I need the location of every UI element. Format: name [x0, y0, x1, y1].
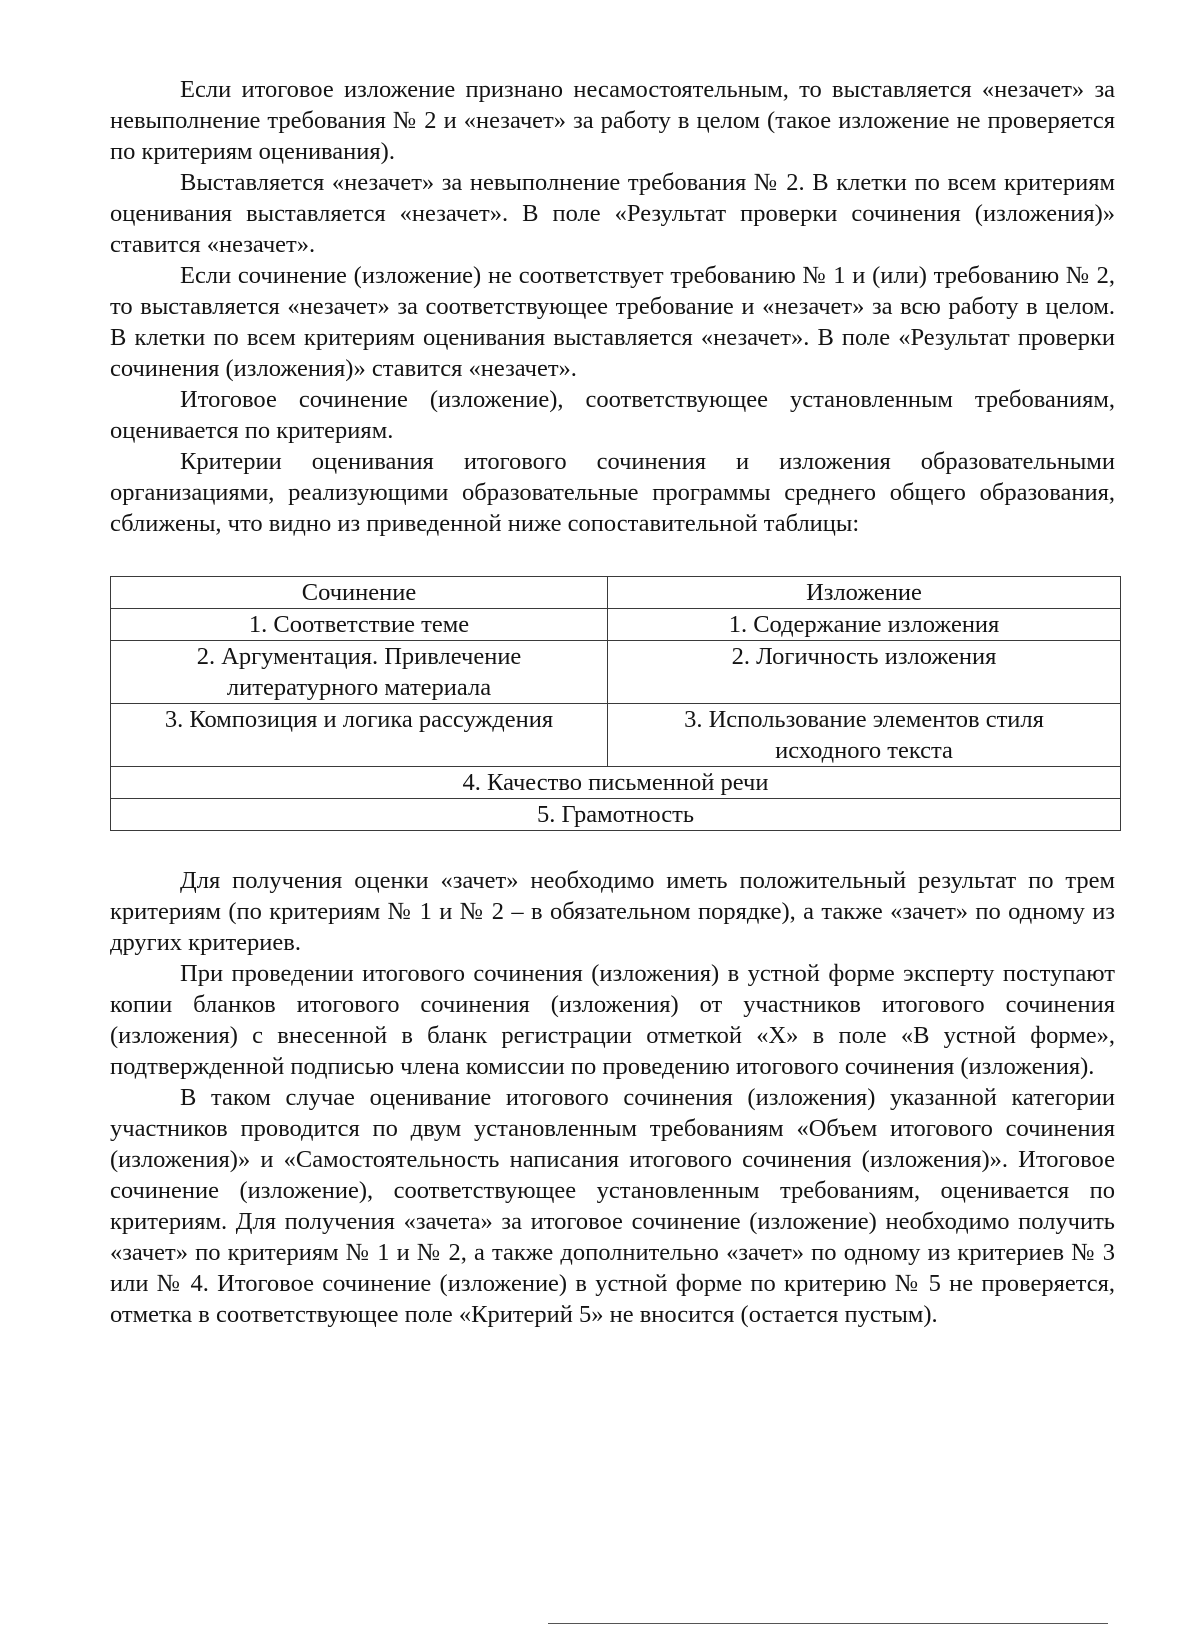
essay-criterion-2: 2. Аргументация. Привлечение литературного материала: [111, 641, 608, 704]
criteria-table-wrapper: [110, 576, 1115, 831]
table-header-row: [111, 577, 1121, 609]
summary-criterion-2: 2. Логичность изложения: [608, 641, 1121, 704]
paragraph-pass-conditions: Для получения оценки «зачет» необходимо иметь положительный результат по трем критериям (по критериям № 1 и № 2 – в обязательном порядке), а также «зачет» по одному из других критериев.: [110, 867, 1115, 956]
paragraph-oral-form-assessment: В таком случае оценивание итогового сочинения (изложения) указанной категории участников проводится по двум установленным требованиям «Объем итогового сочинения (изложения)» и «Самостоятельность написания итогового сочинения (изложения)». Итоговое сочинение (изложение), соответствующее установленным требованиям, оценивается по критериям. Для получения «зачета» за итоговое сочинение (изложение) необходимо получить «зачет» по критериям № 1 и № 2, а также дополнительно «зачет» по одному из критериев № 3 или № 4. Итоговое сочинение (изложение) в устной форме по критерию № 5 не проверяется, отметка в соответствующее поле «Критерий 5» не вносится (остается пустым).: [110, 1084, 1115, 1328]
essay-criterion-1: 1. Соответствие теме: [111, 609, 608, 641]
summary-criterion-3: 3. Использование элементов стиля исходного текста: [608, 704, 1121, 767]
paragraph-fail-requirements-1-2: Если сочинение (изложение) не соответствует требованию № 1 и (или) требованию № 2, то выставляется «незачет» за соответствующее требование и «незачет» за всю работу в целом. В клетки по всем критериям оценивания выставляется «незачет». В поле «Результат проверки сочинения (изложения)» ставится «незачет».: [110, 262, 1115, 382]
table-row: [111, 609, 1121, 641]
essay-criterion-3: 3. Композиция и логика рассуждения: [111, 704, 608, 767]
paragraph-criteria-comparison-intro: Критерии оценивания итогового сочинения и изложения образовательными организациями, реализующими образовательные программы среднего общего образования, сближены, что видно из приведенной ниже сопоставительной таблицы:: [110, 448, 1115, 537]
summary-criterion-1: 1. Содержание изложения: [608, 609, 1121, 641]
header-essay: Сочинение: [111, 577, 608, 609]
paragraph-assessed-by-criteria: Итоговое сочинение (изложение), соответствующее установленным требованиям, оценивается по критериям.: [110, 386, 1115, 444]
page-bottom-rule: [548, 1623, 1108, 1624]
document-page: [110, 74, 1115, 1330]
paragraph-unassisted-summary: Если итоговое изложение признано несамостоятельным, то выставляется «незачет» за невыполнение требования № 2 и «незачет» за работу в целом (такое изложение не проверяется по критериям оценивания).: [110, 76, 1115, 165]
table-row: [111, 767, 1121, 799]
table-row: [111, 641, 1121, 704]
header-summary: Изложение: [608, 577, 1121, 609]
table-row: [111, 704, 1121, 767]
paragraph-fail-requirement-2: Выставляется «незачет» за невыполнение требования № 2. В клетки по всем критериям оценивания выставляется «незачет». В поле «Результат проверки сочинения (изложения)» ставится «незачет».: [110, 169, 1115, 258]
shared-criterion-4: 4. Качество письменной речи: [111, 767, 1121, 799]
shared-criterion-5: 5. Грамотность: [111, 799, 1121, 831]
paragraph-oral-form-copies: При проведении итогового сочинения (изложения) в устной форме эксперту поступают копии бланков итогового сочинения (изложения) от участников итогового сочинения (изложения) с внесенной в бланк регистрации отметкой «Х» в поле «В устной форме», подтвержденной подписью члена комиссии по проведению итогового сочинения (изложения).: [110, 960, 1115, 1080]
table-row: [111, 799, 1121, 831]
criteria-comparison-table: [110, 576, 1121, 831]
